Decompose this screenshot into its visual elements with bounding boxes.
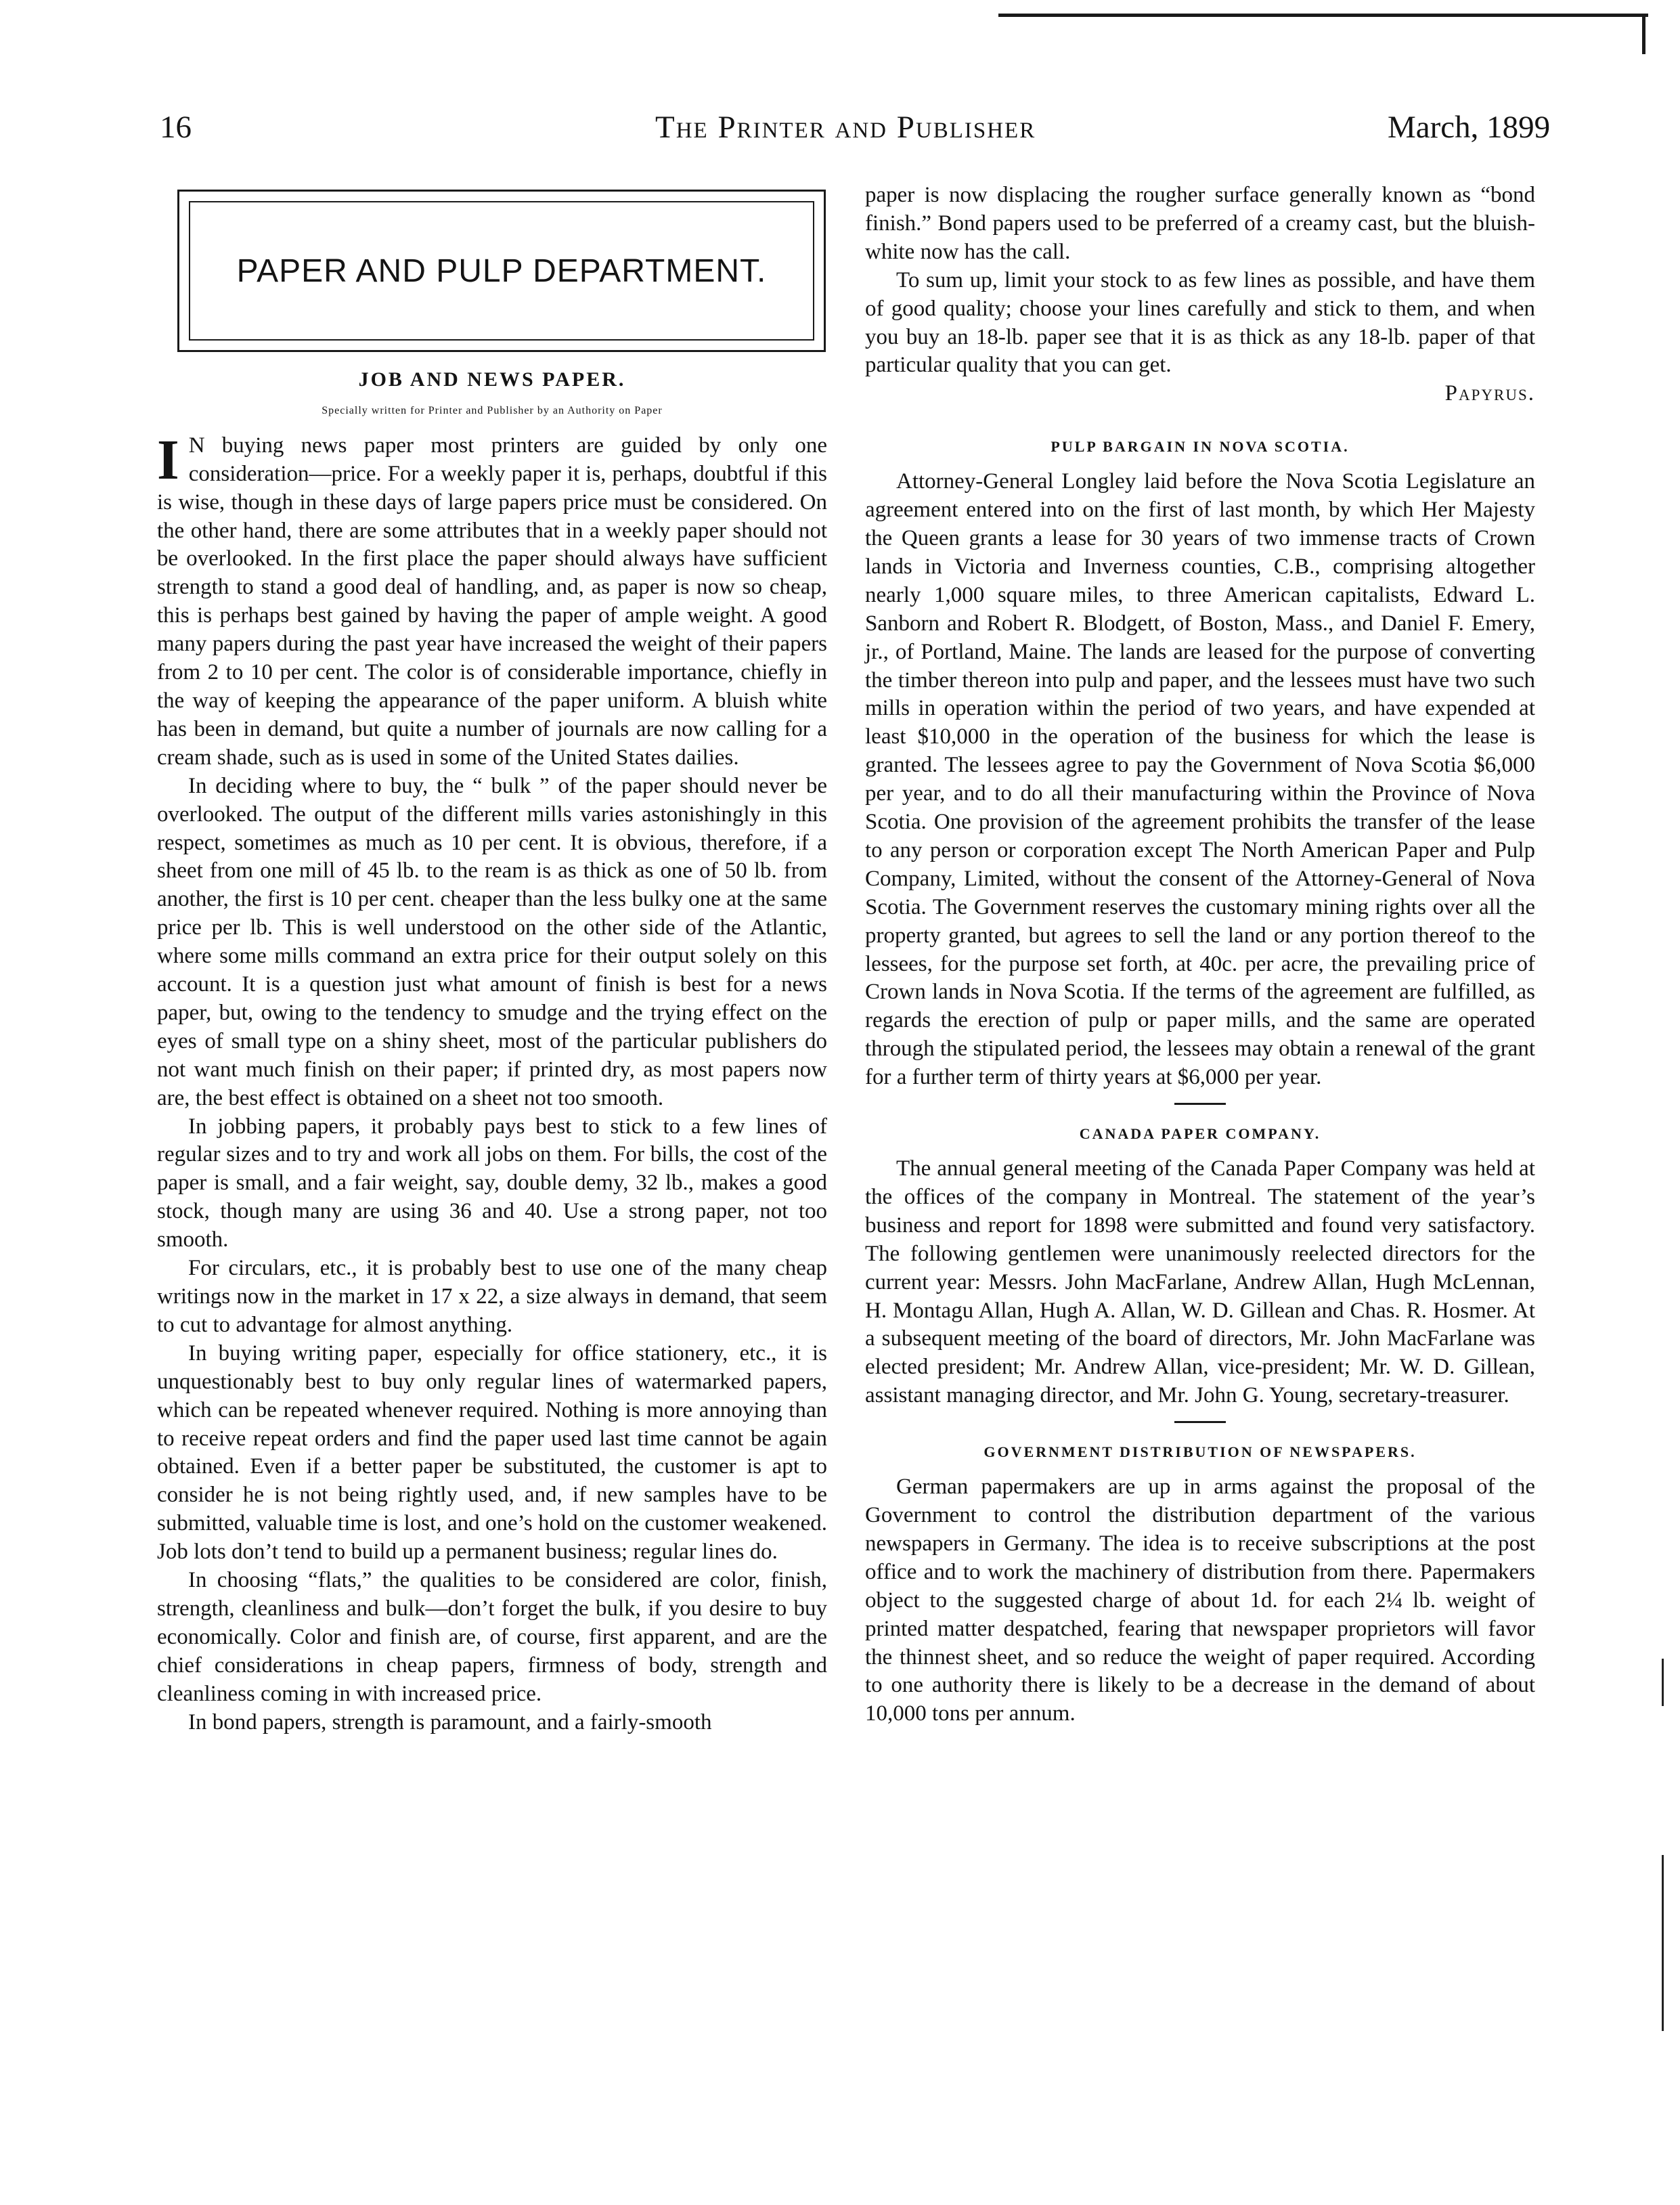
scan-artifact — [1662, 1855, 1664, 2031]
author-signature: Papyrus. — [1444, 381, 1535, 406]
publication-title: The Printer and Publisher — [655, 110, 1036, 145]
signature-line — [865, 380, 1535, 408]
page-number: 16 — [160, 110, 192, 145]
scan-artifact — [1662, 1659, 1664, 1706]
page-edge-corner — [1642, 14, 1645, 54]
section-divider — [1174, 1103, 1226, 1105]
article-byline: Specially written for Printer and Publisher by an Authority on Paper — [322, 404, 663, 416]
article-paragraph-continued: paper is now displacing the rougher surface generally known as “bond finish.” Bond papers used to be preferred of a creamy cast, but the bluish-white now has the call. — [865, 183, 1535, 264]
article-heading-canada-paper: CANADA PAPER COMPANY. — [1079, 1125, 1321, 1143]
article-paragraph: In choosing “flats,” the qualities to be considered are color, finish, strength, cleanliness and bulk—don’t forget the bulk, if you desire to buy economically. Color and finish are, of course, first apparent, and are the chief considerations in cheap papers, firmness of body, strength and cleanliness coming in with increased price. — [157, 1568, 827, 1706]
article-paragraph: In jobbing papers, it probably pays best to stick to a few lines of regular sizes and to try and work all jobs on them. For bills, the cost of the paper is small, and a fair weight, say, double demy, 32 lb., makes a good stock, though many are using 36 and 40. Use a strong paper, not too smooth. — [157, 1114, 827, 1252]
article-paragraph — [157, 428, 827, 772]
article-paragraph: To sum up, limit your stock to as few lines as possible, and have them of good quality; choose your lines carefully and stick to them, and when you buy an 18-lb. paper see that it is as thick as any 18-lb. paper of that particular quality that you can get. — [865, 267, 1535, 378]
article-paragraph: In buying writing paper, especially for office stationery, etc., it is unquestionably best to buy only regular lines of watermarked papers, which can be repeated whenever required. Nothing is more annoying than to receive repeat orders and find the paper used last time cannot be again obtained. Even if a better paper be substituted, the customer is apt to consider he is not being rightly used, and, if new samples have to be submitted, valuable time is lost, and one’s hold on the customer weakened. Job lots don’t tend to build up a permanent business; regular lines do. — [157, 1340, 827, 1565]
article-paragraph: In deciding where to buy, the “ bulk ” of the paper should never be overlooked. The output of the different mills varies astonishingly in this respect, sometimes as much as 10 per cent. It is obvious, therefore, if a sheet from one mill of 45 lb. to the ream is as thick as one of 50 lb. from another, the first is 10 per cent. cheaper than the less bulky one at the same price per lb. This is well understood on the other side of the Atlantic, where some mills command an extra price for their output solely on this account. It is a question just what amount of finish is best for a news paper, but, owing to the tendency to smudge and the trying effect on the eyes of small type on a shiny sheet, most of the particular publishers do not want much finish on their paper; if printed dry, as most papers now are, the best effect is obtained on a sheet not too smooth. — [157, 773, 827, 1110]
article-paragraph: The annual general meeting of the Canada Paper Company was held at the offices of the company in Montreal. The statement of the year’s business and report for 1898 were submitted and found very satisfactory. The following gentlemen were unanimously reelected directors for the current year: Messrs. John MacFarlane, Andrew Allan, Hugh McLennan, H. Montagu Allan, Hugh A. Allan, W. D. Gillean and Chas. R. Hosmer. At a subsequent meeting of the board of directors, Mr. John MacFarlane was elected president; Mr. Andrew Allan, vice-president; Mr. W. D. Gillean, assistant managing director, and Mr. John G. Young, secretary-treasurer. — [865, 1156, 1535, 1408]
paragraph-text: N buying news paper most printers are guided by only one consideration—price. For a weekly paper it is, perhaps, doubtful if this is wise, though in these days of large papers price must be considered. On the other hand, there are some attributes that in a weekly paper should not be overlooked. In the first place the paper should always have sufficient strength to stand a good deal of handling, and, as paper is now so cheap, this is perhaps best gained by having the paper of ample weight. A good many papers during the past year have increased the weight of their papers from 2 to 10 per cent. The color is of considerable importance, chiefly in the way of keeping the appearance of the paper uniform. A bluish white has been in demand, but quite a number of journals are now calling for a cream shade, such as is used in some of the United States dailies. — [157, 433, 827, 770]
department-title-box — [177, 190, 826, 352]
article-paragraph: Attorney-General Longley laid before the Nova Scotia Legislature an agreement entered into on the first of last month, by which Her Majesty the Queen grants a lease for 30 years of two immense tracts of Crown lands in Victoria and Inverness counties, C.B., comprising altogether nearly 1,000 square miles, to three American capitalists, Edward L. Sanborn and Robert R. Blodgett, of Boston, Mass., and Daniel F. Emery, jr., of Portland, Maine. The lands are leased for the purpose of converting the timber thereon into pulp and paper, and the lessees must have two such mills in operation within the period of two years, and have expended at least $10,000 in the operation of the business for which the lease is granted. The lessees agree to pay the Government of Nova Scotia $6,000 per year, and to do all their manufacturing within the Province of Nova Scotia. One provision of the agreement prohibits the transfer of the lease to any person or corporation except The North American Paper and Pulp Company, Limited, without the consent of the Attorney-General of Nova Scotia. The Government reserves the customary mining rights over all the property granted, but agrees to sell the land or any portion thereof to the lessees, for the purpose set forth, at 40c. per acre, the prevailing price of Crown lands in Nova Scotia. If the terms of the agreement are fulfilled, as regards the erection of pulp or paper mills, and the same are operated through the stipulated period, the lessees may obtain a renewal of the grant for a further term of thirty years at $6,000 per year. — [865, 469, 1535, 1090]
page-edge-line — [998, 14, 1648, 17]
drop-cap: I — [157, 428, 179, 492]
article-paragraph: In bond papers, strength is paramount, and a fairly-smooth — [188, 1709, 712, 1734]
department-title-inner-frame — [189, 201, 814, 341]
left-column — [157, 366, 827, 1737]
right-column — [865, 181, 1535, 1728]
issue-date: March, 1899 — [1388, 110, 1551, 145]
article-heading-government-distribution: GOVERNMENT DISTRIBUTION OF NEWSPAPERS. — [983, 1443, 1417, 1461]
article-heading-pulp-bargain: PULP BARGAIN IN NOVA SCOTIA. — [1051, 438, 1350, 456]
section-divider — [1174, 1421, 1226, 1423]
article-paragraph: For circulars, etc., it is probably best to use one of the many cheap writings now in the market in 17 x 22, a size always in demand, that seem to cut to advantage for almost anything. — [157, 1256, 827, 1337]
article-heading-job-news-paper: JOB AND NEWS PAPER. — [358, 368, 626, 391]
article-paragraph: German papermakers are up in arms against the proposal of the Government to control the distribution department of the various newspapers in Germany. The idea is to receive subscriptions at the post office and to work the machinery of distribution from there. Papermakers object to the suggested charge of about 1d. for each 2¼ lb. weight of printed matter despatched, fearing that newspaper proprietors will favor the thinnest sheet, and so reduce the weight of paper required. According to one authority there is likely to be a decrease in the demand of about 10,000 tons per annum. — [865, 1475, 1535, 1726]
department-title: PAPER AND PULP DEPARTMENT. — [236, 253, 767, 289]
